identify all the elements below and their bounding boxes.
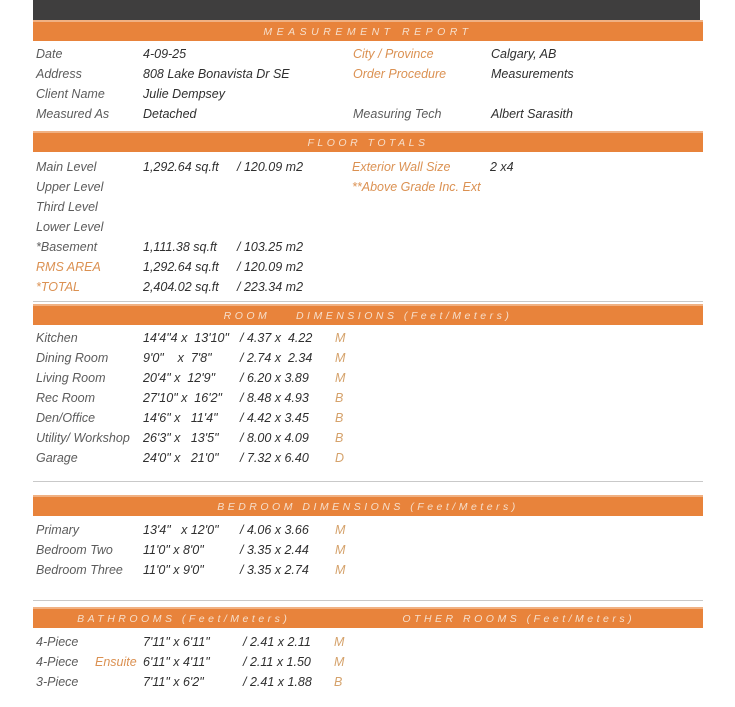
table-row-rec-room	[33, 388, 703, 408]
room-feet: 24'0" x 21'0"	[143, 451, 219, 465]
room-dimensions-table	[33, 328, 703, 468]
room-name: Dining Room	[36, 351, 109, 365]
room-level-letter: M	[335, 331, 346, 345]
table-row-rms-area	[33, 257, 703, 277]
bathroom-feet: 7'11" x 6'11"	[143, 635, 210, 649]
floor-totals-title: FLOOR TOTALS	[307, 136, 429, 149]
room-dimensions-header-bar	[33, 304, 703, 325]
field-value-client-name: Julie Dempsey	[143, 87, 225, 101]
floor-sqft: 1,292.64 sq.ft	[143, 260, 219, 274]
room-name: Utility/ Workshop	[36, 431, 130, 445]
bedroom-meters: / 3.35 x 2.74	[240, 563, 309, 577]
room-feet: 27'10" x 16'2"	[143, 391, 222, 405]
room-meters: / 8.48 x 4.93	[240, 391, 309, 405]
floor-m2: / 103.25 m2	[237, 240, 304, 254]
floor-totals-table	[33, 157, 703, 297]
field-label-measuring-tech: Measuring Tech	[353, 107, 442, 121]
floor-label: Upper Level	[36, 180, 104, 194]
bathroom-ensuite-tag: Ensuite	[95, 655, 137, 669]
room-meters: / 8.00 x 4.09	[240, 431, 309, 445]
other-rooms-title: OTHER ROOMS (Feet/Meters)	[402, 612, 636, 625]
floor-label: Main Level	[36, 160, 97, 174]
bathroom-level-letter: B	[334, 675, 343, 689]
table-row-bedroom-three	[33, 560, 703, 580]
bathroom-feet: 6'11" x 4'11"	[143, 655, 210, 669]
table-row-bedroom-two	[33, 540, 703, 560]
section-divider	[33, 481, 703, 482]
exterior-wall-size-label: Exterior Wall Size	[352, 160, 451, 174]
header-field-row	[33, 104, 703, 124]
field-label-city-province: City / Province	[353, 47, 434, 61]
table-row-bathroom-3piece	[33, 672, 703, 692]
floor-sqft: 2,404.02 sq.ft	[143, 280, 219, 294]
bathroom-meters: / 2.41 x 2.11	[243, 635, 311, 649]
floor-m2: / 120.09 m2	[237, 260, 304, 274]
section-divider	[33, 600, 703, 601]
field-label-date: Date	[36, 47, 63, 61]
bedroom-feet: 13'4" x 12'0"	[143, 523, 219, 537]
floor-totals-header-bar	[33, 131, 703, 152]
table-row-den-office	[33, 408, 703, 428]
room-name: Kitchen	[36, 331, 78, 345]
table-row-kitchen	[33, 328, 703, 348]
header-field-row	[33, 64, 703, 84]
report-title-bar	[33, 20, 703, 41]
floor-label: *Basement	[36, 240, 98, 254]
above-grade-note: **Above Grade Inc. Ext	[352, 180, 481, 194]
bathroom-meters: / 2.11 x 1.50	[243, 655, 311, 669]
bathroom-level-letter: M	[334, 635, 345, 649]
bedroom-dimensions-header-bar	[33, 495, 703, 516]
top-dark-bar	[33, 0, 700, 20]
header-field-row	[33, 44, 703, 64]
field-value-city-province: Calgary, AB	[491, 47, 557, 61]
field-label-measured-as: Measured As	[36, 107, 110, 121]
room-feet: 14'4"4 x 13'10"	[143, 331, 229, 345]
bedroom-name: Bedroom Three	[36, 563, 123, 577]
room-name: Den/Office	[36, 411, 96, 425]
table-row-main-level	[33, 157, 703, 177]
bathroom-name: 4-Piece	[36, 655, 79, 669]
bedroom-meters: / 3.35 x 2.44	[240, 543, 309, 557]
floor-label: Lower Level	[36, 220, 104, 234]
bathroom-meters: / 2.41 x 1.88	[243, 675, 312, 689]
rms-area-label: RMS AREA	[36, 260, 101, 274]
table-row-bathroom-4piece	[33, 632, 703, 652]
bathroom-name: 4-Piece	[36, 635, 79, 649]
bedroom-level-letter: M	[335, 523, 346, 537]
room-feet: 14'6" x 11'4"	[143, 411, 218, 425]
bathrooms-header-bar	[33, 607, 703, 628]
room-meters: / 2.74 x 2.34	[240, 351, 313, 365]
room-level-letter: M	[335, 371, 346, 385]
header-fields	[33, 44, 703, 124]
room-level-letter: D	[335, 451, 345, 465]
header-field-row	[33, 84, 703, 104]
floor-m2: / 120.09 m2	[237, 160, 304, 174]
bathrooms-table	[33, 632, 703, 692]
report-content	[33, 0, 703, 692]
field-value-measuring-tech: Albert Sarasith	[491, 107, 573, 121]
field-value-address: 808 Lake Bonavista Dr SE	[143, 67, 290, 81]
table-row-dining-room	[33, 348, 703, 368]
table-row-garage	[33, 448, 703, 468]
field-value-order-procedure: Measurements	[491, 67, 574, 81]
room-name: Living Room	[36, 371, 106, 385]
field-value-date: 4-09-25	[143, 47, 187, 61]
field-label-order-procedure: Order Procedure	[353, 67, 447, 81]
table-row-third-level	[33, 197, 703, 217]
field-label-address: Address	[36, 67, 82, 81]
room-name: Garage	[36, 451, 78, 465]
floor-label: Third Level	[36, 200, 98, 214]
table-row-utility-workshop	[33, 428, 703, 448]
room-meters: / 4.42 x 3.45	[240, 411, 309, 425]
table-row-primary	[33, 520, 703, 540]
floor-sqft: 1,292.64 sq.ft	[143, 160, 219, 174]
table-row-lower-level	[33, 217, 703, 237]
table-row-upper-level	[33, 177, 703, 197]
room-level-letter: B	[335, 391, 344, 405]
bathrooms-title: BATHROOMS (Feet/Meters)	[77, 612, 291, 625]
bedroom-level-letter: M	[335, 563, 346, 577]
floor-sqft: 1,111.38 sq.ft	[143, 240, 217, 254]
room-dimensions-title: ROOM DIMENSIONS (Feet/Meters)	[223, 309, 513, 322]
bathroom-name: 3-Piece	[36, 675, 79, 689]
table-row-basement	[33, 237, 703, 257]
total-label: *TOTAL	[36, 280, 80, 294]
room-feet: 26'3" x 13'5"	[143, 431, 219, 445]
table-row-total	[33, 277, 703, 297]
report-title: MEASUREMENT REPORT	[263, 25, 473, 38]
room-level-letter: M	[335, 351, 346, 365]
room-level-letter: B	[335, 411, 344, 425]
table-row-bathroom-4piece-ensuite	[33, 652, 703, 672]
bedroom-feet: 11'0" x 9'0"	[143, 563, 204, 577]
floor-m2: / 223.34 m2	[237, 280, 304, 294]
room-level-letter: B	[335, 431, 344, 445]
room-feet: 9'0" x 7'8"	[143, 351, 212, 365]
room-meters: / 6.20 x 3.89	[240, 371, 309, 385]
bedroom-meters: / 4.06 x 3.66	[240, 523, 309, 537]
bathroom-level-letter: M	[334, 655, 345, 669]
room-meters: / 4.37 x 4.22	[240, 331, 313, 345]
field-value-measured-as: Detached	[143, 107, 197, 121]
bedroom-dimensions-title: BEDROOM DIMENSIONS (Feet/Meters)	[217, 500, 519, 513]
bedroom-name: Bedroom Two	[36, 543, 113, 557]
section-divider	[33, 301, 703, 302]
table-row-living-room	[33, 368, 703, 388]
bedroom-dimensions-table	[33, 520, 703, 580]
room-name: Rec Room	[36, 391, 96, 405]
field-label-client-name: Client Name	[36, 87, 105, 101]
bathroom-feet: 7'11" x 6'2"	[143, 675, 204, 689]
bedroom-feet: 11'0" x 8'0"	[143, 543, 204, 557]
room-feet: 20'4" x 12'9"	[143, 371, 216, 385]
room-meters: / 7.32 x 6.40	[240, 451, 309, 465]
bedroom-level-letter: M	[335, 543, 346, 557]
exterior-wall-size-value: 2 x4	[490, 160, 514, 174]
bedroom-name: Primary	[36, 523, 80, 537]
